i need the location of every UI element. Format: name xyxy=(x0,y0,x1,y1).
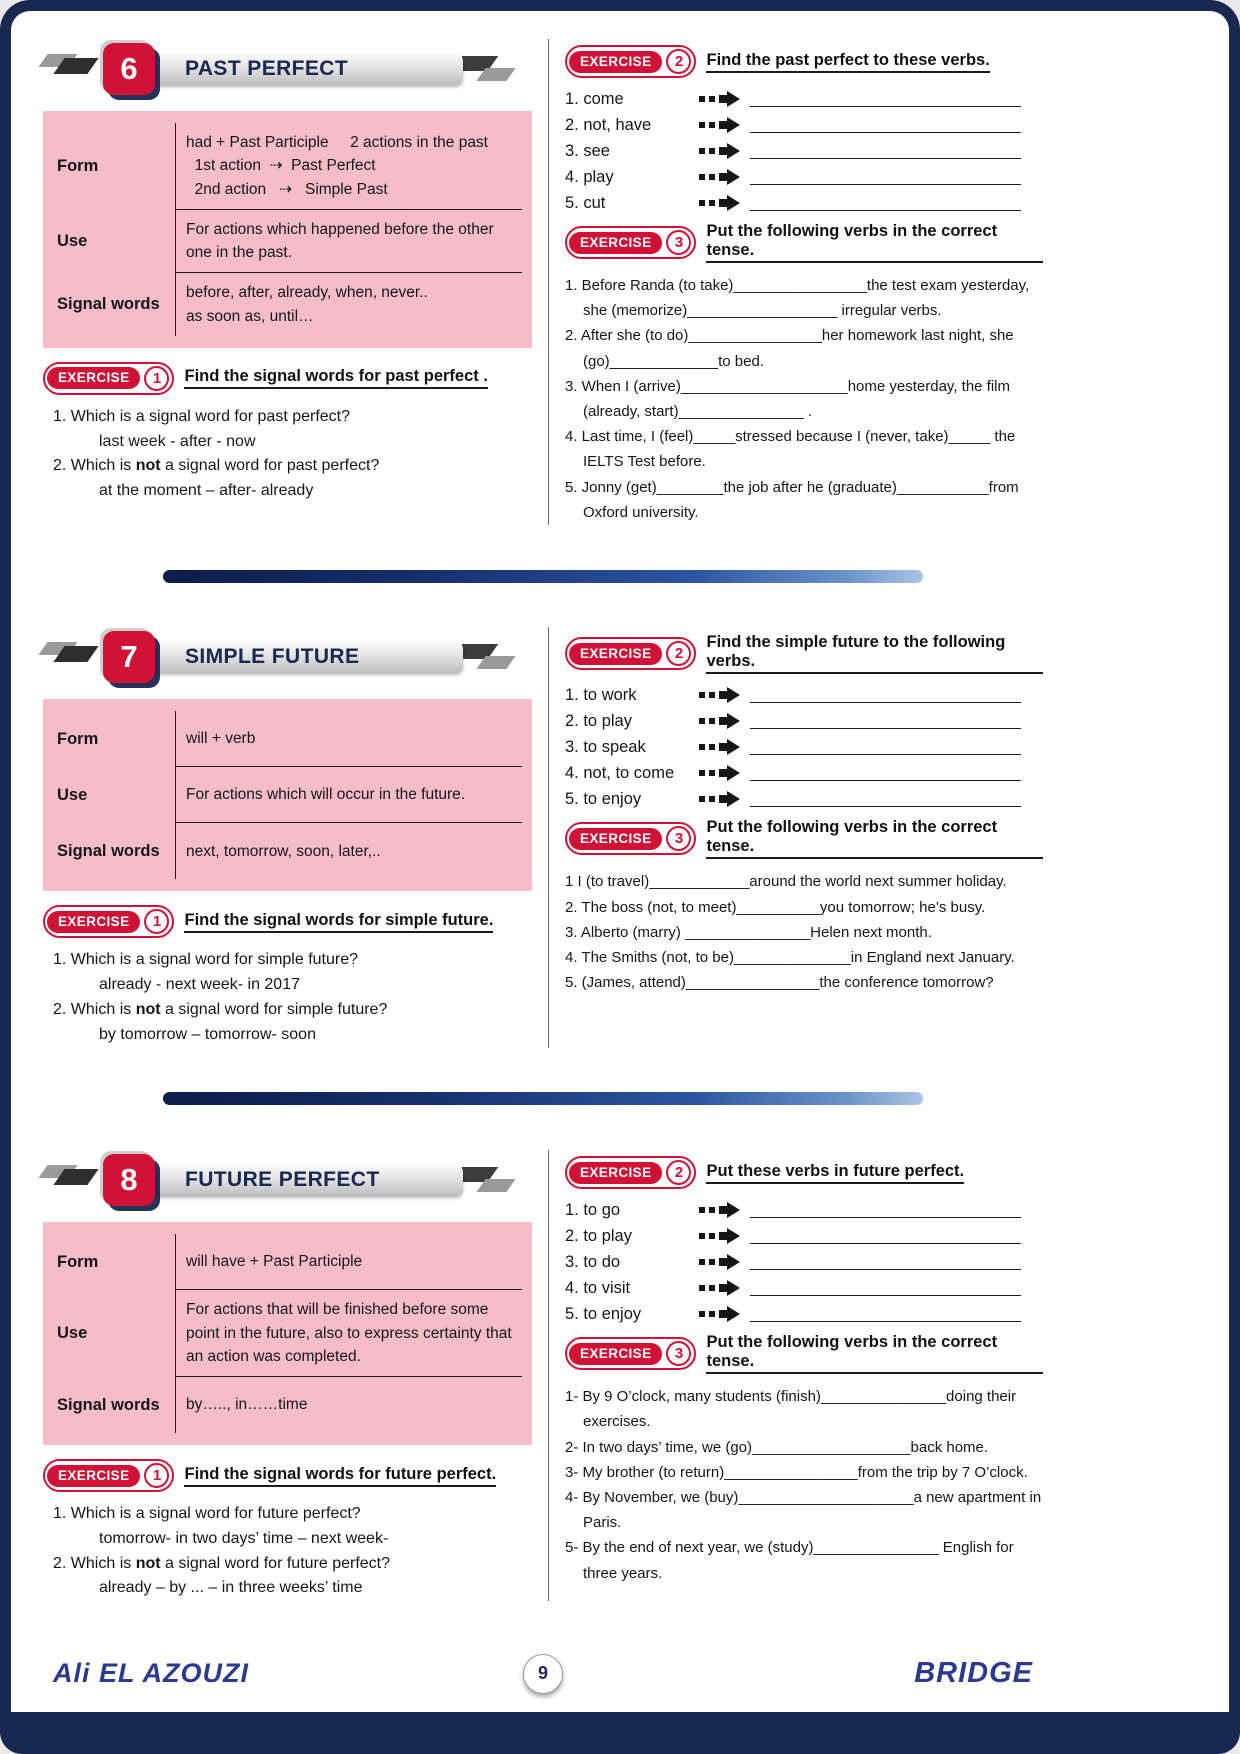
dashed-arrow-icon xyxy=(699,687,740,703)
exercise-2-header xyxy=(565,45,1043,78)
verb-item-label: 4. play xyxy=(565,167,614,186)
table-line: as soon as, until… xyxy=(186,307,314,325)
answer-blank-line xyxy=(750,792,1021,807)
verb-row xyxy=(565,190,1043,216)
section-title: FUTURE PERFECT xyxy=(185,1168,380,1192)
exercise-title: Put the following verbs in the correct tense. xyxy=(706,222,1043,263)
table-line: next, tomorrow, soon, later,.. xyxy=(186,842,381,860)
verb-row xyxy=(565,708,1043,734)
verb-item-label: 2. to play xyxy=(565,1226,632,1245)
verb-item-label: 1. to go xyxy=(565,1200,621,1219)
fill-in-sentence: 1- By 9 O’clock, many students (finish)_______________doing their exercises. xyxy=(565,1388,1017,1431)
table-line: For actions which will occur in the future. xyxy=(186,786,466,804)
verb-item-label: 2. to play xyxy=(565,711,632,730)
dashed-arrow-icon xyxy=(699,739,740,755)
exercise-badge-label: EXERCISE xyxy=(569,828,662,850)
fill-in-sentence: 5. Jonny (get)________the job after he (graduate)___________from Oxford university. xyxy=(565,478,1019,521)
table-row-label: Signal words xyxy=(57,841,160,860)
table-row-label: Signal words xyxy=(57,1395,160,1414)
exercise-3-header xyxy=(565,222,1043,263)
verb-item-label: 1. to work xyxy=(565,685,637,704)
section-number-badge: 7 xyxy=(103,631,155,683)
table-line: had + Past Participle 2 actions in the past xyxy=(186,134,488,151)
exercise-badge-label: EXERCISE xyxy=(569,1162,662,1184)
verb-row xyxy=(565,734,1043,760)
dashed-arrow-icon xyxy=(699,1228,740,1244)
table-row-content xyxy=(175,823,522,879)
section-number-badge: 6 xyxy=(103,43,155,95)
exercise-badge-label: EXERCISE xyxy=(47,367,140,389)
question-text: a signal word for future perfect? xyxy=(160,1554,391,1572)
table-line: 2nd action ⇢ Simple Past xyxy=(186,180,388,198)
question: 1. Which is a signal word for past perfect? xyxy=(53,407,351,425)
question-options: already – by ... – in three weeks’ time xyxy=(99,1579,363,1597)
exercise-title: Find the signal words for simple future. xyxy=(184,911,493,933)
question-options: last week - after - now xyxy=(99,432,256,450)
section-right-column xyxy=(548,1150,1043,1601)
question-text: a signal word for simple future? xyxy=(160,1001,388,1019)
verb-item-label: 3. to speak xyxy=(565,737,646,756)
exercise-badge xyxy=(565,1337,696,1370)
exercise-badge xyxy=(43,1459,174,1492)
exercise-badge-label: EXERCISE xyxy=(569,51,662,73)
table-row-content xyxy=(175,1234,522,1290)
exercise-1-questions xyxy=(43,403,532,504)
answer-blank-line xyxy=(750,1281,1021,1296)
fill-in-sentence: 5. (James, attend)________________the conference tomorrow? xyxy=(565,974,994,992)
table-row-use xyxy=(43,1290,522,1377)
dashed-arrow-icon xyxy=(699,713,740,729)
brand-name: BRIDGE xyxy=(914,1657,1033,1690)
exercise-3-sentences xyxy=(565,1382,1043,1586)
exercise-2-header xyxy=(565,1156,1043,1189)
section-past-perfect xyxy=(43,39,1043,525)
section-divider-bar xyxy=(163,1092,923,1105)
section-divider-bar xyxy=(163,570,923,583)
section-header xyxy=(43,627,532,687)
exercise-title: Find the simple future to the following verbs. xyxy=(706,633,1043,674)
answer-blank-line xyxy=(750,196,1021,211)
exercise-number-badge: 2 xyxy=(666,1160,691,1185)
table-row-signal-words xyxy=(43,823,522,879)
question xyxy=(53,998,532,1023)
table-row-label: Use xyxy=(57,785,88,804)
table-row-label: Form xyxy=(57,729,99,748)
table-row-form xyxy=(43,711,522,767)
exercise-3-header xyxy=(565,818,1043,859)
table-line: For actions which happened before the other one in the past. xyxy=(186,220,498,261)
verb-row xyxy=(565,1301,1043,1327)
dashed-arrow-icon xyxy=(699,91,740,107)
exercise-badge-label: EXERCISE xyxy=(569,232,662,254)
exercise-number-badge: 1 xyxy=(144,1463,169,1488)
verb-row xyxy=(565,138,1043,164)
verb-item-label: 4. not, to come xyxy=(565,763,675,782)
section-header xyxy=(43,1150,532,1210)
exercise-1-questions xyxy=(43,1500,532,1601)
verb-row xyxy=(565,682,1043,708)
table-row-label: Form xyxy=(57,1252,99,1271)
question-options: tomorrow- in two days’ time – next week- xyxy=(99,1529,389,1547)
dashed-arrow-icon xyxy=(699,1280,740,1296)
verb-item-label: 4. to visit xyxy=(565,1278,631,1297)
verb-item-label: 2. not, have xyxy=(565,115,652,134)
verb-row xyxy=(565,112,1043,138)
section-left-column xyxy=(43,1150,548,1601)
verb-item-label: 5. to enjoy xyxy=(565,789,642,808)
fill-in-sentence: 4- By November, we (buy)_____________________a new apartment in Paris. xyxy=(565,1489,1042,1532)
exercise-number-badge: 1 xyxy=(144,909,169,934)
page-number-badge: 9 xyxy=(523,1654,563,1694)
fill-in-sentence: 3- My brother (to return)________________from the trip by 7 O’clock. xyxy=(565,1463,1028,1481)
table-line: will + verb xyxy=(186,730,256,748)
table-line: by….., in……time xyxy=(186,1396,308,1414)
exercise-3-header xyxy=(565,1333,1043,1374)
verb-item-label: 5. to enjoy xyxy=(565,1304,642,1323)
exercise-badge xyxy=(43,905,174,938)
answer-blank-line xyxy=(750,688,1021,703)
question-text: 2. Which is xyxy=(53,1554,136,1572)
answer-blank-line xyxy=(750,1203,1021,1218)
table-line: For actions that will be finished before some point in the future, also to express certainty that an action was completed. xyxy=(186,1301,516,1365)
table-row-label: Use xyxy=(57,1324,88,1343)
exercise-number-badge: 2 xyxy=(666,641,691,666)
question-options: at the moment – after- already xyxy=(99,482,314,500)
dashed-arrow-icon xyxy=(699,169,740,185)
dashed-arrow-icon xyxy=(699,117,740,133)
question: 1. Which is a signal word for future perfect? xyxy=(53,1505,361,1522)
section-title-banner xyxy=(145,642,463,673)
table-line: 1st action ⇢ Past Perfect xyxy=(186,157,376,175)
question-bold-word: not xyxy=(135,457,161,475)
section-right-column xyxy=(548,39,1043,525)
table-line: before, after, already, when, never.. xyxy=(186,284,428,302)
answer-blank-line xyxy=(750,714,1021,729)
table-row-content xyxy=(175,273,522,336)
fill-in-sentence: 2- In two days’ time, we (go)___________________back home. xyxy=(565,1438,989,1456)
section-title-banner xyxy=(145,1165,463,1196)
exercise-3-sentences xyxy=(565,271,1043,525)
exercise-badge-label: EXERCISE xyxy=(47,1465,140,1487)
table-row-use xyxy=(43,767,522,823)
verb-row xyxy=(565,760,1043,786)
table-row-label: Signal words xyxy=(57,295,160,313)
grammar-table xyxy=(43,1222,532,1445)
fill-in-sentence: 1 I (to travel)____________around the world next summer holiday. xyxy=(565,873,1007,891)
question-text: a signal word for past perfect? xyxy=(160,457,380,475)
question-options: already - next week- in 2017 xyxy=(99,976,300,994)
verb-list xyxy=(565,682,1043,812)
question-bold-word: not xyxy=(135,1001,161,1019)
exercise-badge-label: EXERCISE xyxy=(569,1343,662,1365)
exercise-number-badge: 3 xyxy=(666,1341,691,1366)
section-title-banner xyxy=(145,54,463,85)
exercise-number-badge: 2 xyxy=(666,49,691,74)
exercise-title: Find the signal words for future perfect. xyxy=(184,1465,496,1487)
answer-blank-line xyxy=(750,1229,1021,1244)
exercise-title: Put the following verbs in the correct tense. xyxy=(706,1333,1043,1374)
table-row-signal-words xyxy=(43,1377,522,1433)
exercise-badge xyxy=(565,226,696,259)
answer-blank-line xyxy=(750,92,1021,107)
verb-row xyxy=(565,1249,1043,1275)
table-row-content xyxy=(175,1290,522,1377)
dashed-arrow-icon xyxy=(699,765,740,781)
exercise-badge xyxy=(565,45,696,78)
answer-blank-line xyxy=(750,144,1021,159)
question-bold-word: not xyxy=(135,1554,161,1572)
answer-blank-line xyxy=(750,170,1021,185)
fill-in-sentence: 3. When I (arrive)____________________home yesterday, the film (already, start)_______________ . xyxy=(565,377,1010,420)
dashed-arrow-icon xyxy=(699,143,740,159)
exercise-badge xyxy=(565,822,696,855)
fill-in-sentence: 3. Alberto (marry) _______________Helen next month. xyxy=(565,923,932,941)
grammar-table xyxy=(43,111,532,348)
exercise-title: Put the following verbs in the correct tense. xyxy=(706,818,1043,859)
table-row-label: Use xyxy=(57,232,88,250)
section-title: PAST PERFECT xyxy=(185,57,349,80)
exercise-1-header xyxy=(43,1459,532,1492)
exercise-title: Find the signal words for past perfect . xyxy=(184,367,487,389)
verb-row xyxy=(565,164,1043,190)
answer-blank-line xyxy=(750,766,1021,781)
page-footer xyxy=(43,1646,1043,1704)
exercise-number-badge: 3 xyxy=(666,230,691,255)
question-options: by tomorrow – tomorrow- soon xyxy=(99,1025,316,1043)
fill-in-sentence: 4. The Smiths (not, to be)______________in England next January. xyxy=(565,949,1015,967)
exercise-2-header xyxy=(565,633,1043,674)
exercise-1-questions xyxy=(43,946,532,1047)
table-row-content xyxy=(175,1377,522,1433)
fill-in-sentence: 1. Before Randa (to take)________________the test exam yesterday, she (memorize)__________________ irregular verbs. xyxy=(565,277,1030,320)
dashed-arrow-icon xyxy=(699,791,740,807)
exercise-1-header xyxy=(43,905,532,938)
table-row-use xyxy=(43,210,522,274)
answer-blank-line xyxy=(750,118,1021,133)
exercise-badge xyxy=(565,1156,696,1189)
table-row-content xyxy=(175,767,522,823)
question xyxy=(53,454,532,479)
table-row-form xyxy=(43,1234,522,1290)
exercise-number-badge: 3 xyxy=(666,826,691,851)
table-row-content xyxy=(175,711,522,767)
verb-item-label: 3. to do xyxy=(565,1252,621,1271)
exercise-3-sentences xyxy=(565,867,1043,995)
table-row-label: Form xyxy=(57,156,99,175)
exercise-badge-label: EXERCISE xyxy=(569,643,662,665)
exercise-badge-label: EXERCISE xyxy=(47,911,140,933)
verb-row xyxy=(565,1197,1043,1223)
fill-in-sentence: 2. After she (to do)________________her homework last night, she (go)_____________to bed. xyxy=(565,327,1014,370)
verb-row xyxy=(565,1275,1043,1301)
table-line: will have + Past Participle xyxy=(186,1253,363,1271)
exercise-number-badge: 1 xyxy=(144,366,169,391)
verb-row xyxy=(565,86,1043,112)
section-title: SIMPLE FUTURE xyxy=(185,645,360,669)
section-left-column xyxy=(43,627,548,1047)
table-row-content xyxy=(175,123,522,210)
verb-item-label: 5. cut xyxy=(565,193,606,212)
verb-row xyxy=(565,1223,1043,1249)
answer-blank-line xyxy=(750,1307,1021,1322)
table-row-content xyxy=(175,210,522,274)
answer-blank-line xyxy=(750,740,1021,755)
verb-list xyxy=(565,1197,1043,1327)
verb-item-label: 3. see xyxy=(565,141,610,160)
section-number-badge: 8 xyxy=(103,1154,155,1206)
table-row-form xyxy=(43,123,522,210)
author-name: Ali EL AZOUZI xyxy=(53,1658,250,1689)
section-future-perfect xyxy=(43,1150,1043,1601)
section-left-column xyxy=(43,39,548,525)
dashed-arrow-icon xyxy=(699,195,740,211)
verb-list xyxy=(565,86,1043,216)
exercise-badge xyxy=(565,637,696,670)
verb-item-label: 1. come xyxy=(565,89,624,108)
answer-blank-line xyxy=(750,1255,1021,1270)
verb-row xyxy=(565,786,1043,812)
exercise-title: Find the past perfect to these verbs. xyxy=(706,51,989,73)
exercise-1-header xyxy=(43,362,532,395)
dashed-arrow-icon xyxy=(699,1306,740,1322)
dashed-arrow-icon xyxy=(699,1202,740,1218)
question-text: 2. Which is xyxy=(53,457,136,475)
section-right-column xyxy=(548,627,1043,1047)
exercise-badge xyxy=(43,362,174,395)
exercise-title: Put these verbs in future perfect. xyxy=(706,1162,964,1184)
fill-in-sentence: 5- By the end of next year, we (study)_______________ English for three years. xyxy=(565,1539,1014,1582)
question: 1. Which is a signal word for simple future? xyxy=(53,951,359,969)
section-simple-future xyxy=(43,627,1043,1047)
grammar-table xyxy=(43,699,532,891)
table-row-signal-words xyxy=(43,273,522,336)
section-header xyxy=(43,39,532,99)
dashed-arrow-icon xyxy=(699,1254,740,1270)
question xyxy=(53,1552,532,1577)
fill-in-sentence: 2. The boss (not, to meet)__________you tomorrow; he’s busy. xyxy=(565,898,986,916)
fill-in-sentence: 4. Last time, I (feel)_____stressed because I (never, take)_____ the IELTS Test before. xyxy=(565,428,1016,471)
question-text: 2. Which is xyxy=(53,1001,136,1019)
